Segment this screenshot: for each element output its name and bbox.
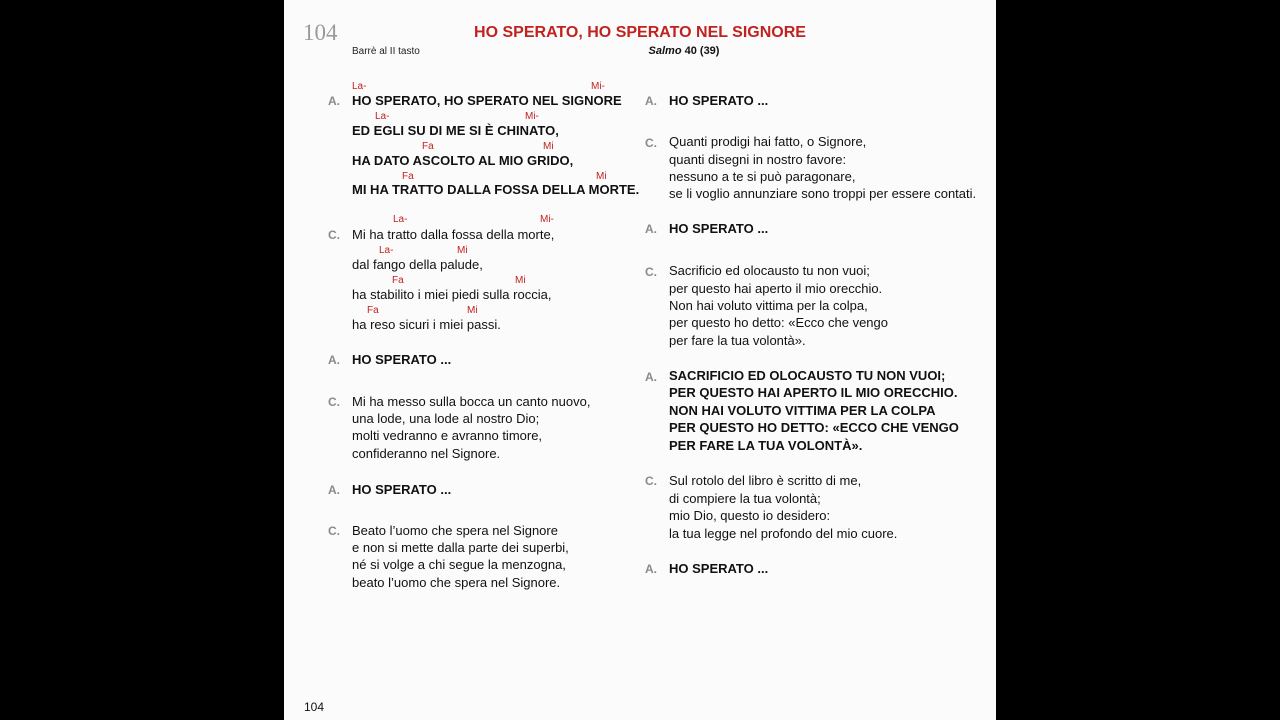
lyric-line: per questo ho detto: «Ecco che vengo: [669, 315, 888, 330]
lyric-line: dal fango della palude,: [352, 257, 483, 272]
lyric-line: Beato l’uomo che spera nel Signore: [352, 523, 558, 538]
lyric-line: HA DATO ASCOLTO AL MIO GRIDO,: [352, 153, 574, 168]
lyric-line: una lode, una lode al nostro Dio;: [352, 411, 540, 426]
chord: Fa: [392, 275, 404, 286]
chord: Mi: [515, 275, 526, 286]
capo-note: Barrè al II tasto: [352, 46, 420, 57]
lyric-line: nessuno a te si può paragonare,: [669, 169, 856, 184]
chord: Mi: [467, 305, 478, 316]
chord: Fa: [422, 141, 434, 152]
page-number-footer: 104: [304, 700, 325, 714]
lyric-line: ha reso sicuri i miei passi.: [352, 317, 501, 332]
lyric-line: PER FARE LA TUA VOLONTÀ».: [669, 438, 863, 453]
lyric-line: e non si mette dalla parte dei superbi,: [352, 540, 569, 555]
lyric-line: se li voglio annunziare sono troppi per essere contati.: [669, 186, 977, 201]
lyric-line: molti vedranno e avranno timore,: [352, 428, 543, 443]
lyric-line: PER QUESTO HAI APERTO IL MIO ORECCHIO.: [669, 385, 958, 400]
lyric-line: confideranno nel Signore.: [352, 446, 501, 461]
lyric-line: Sul rotolo del libro è scritto di me,: [669, 473, 862, 488]
page-number-header: 104: [303, 20, 338, 45]
chord: La-: [375, 111, 390, 122]
refrain-marker: A.: [645, 222, 657, 236]
lyric-line: la tua legge nel profondo del mio cuore.: [669, 526, 898, 541]
lyric-line: NON HAI VOLUTO VITTIMA PER LA COLPA: [669, 403, 936, 418]
lyric-line: per fare la tua volontà».: [669, 333, 806, 348]
lyric-line: Mi ha tratto dalla fossa della morte,: [352, 227, 555, 242]
refrain-marker: A.: [645, 370, 657, 384]
refrain-marker: A.: [645, 94, 657, 108]
lyric-line: HO SPERATO, HO SPERATO NEL SIGNORE: [352, 93, 622, 108]
lyric-line: per questo hai aperto il mio orecchio.: [669, 281, 883, 296]
stanza-marker: C.: [328, 395, 340, 409]
lyric-line: MI HA TRATTO DALLA FOSSA DELLA MORTE.: [352, 182, 640, 197]
psalm-label: Salmo: [648, 45, 682, 57]
chord: Fa: [367, 305, 379, 316]
refrain-line: HO SPERATO ...: [669, 93, 769, 108]
chord: Fa: [402, 171, 414, 182]
chord: Mi-: [525, 111, 539, 122]
stanza-marker: C.: [645, 136, 657, 150]
lyric-line: Quanti prodigi hai fatto, o Signore,: [669, 134, 867, 149]
chord: Mi: [596, 171, 607, 182]
lyric-line: quanti disegni in nostro favore:: [669, 152, 847, 167]
lyric-line: di compiere la tua volontà;: [669, 491, 821, 506]
stanza-marker: A.: [328, 94, 340, 108]
lyric-line: beato l’uomo che spera nel Signore.: [352, 575, 561, 590]
stanza-marker: C.: [328, 228, 340, 242]
lyric-line: Non hai voluto vittima per la colpa,: [669, 298, 868, 313]
refrain-marker: A.: [328, 483, 340, 497]
stanza-marker: C.: [645, 265, 657, 279]
lyric-line: SACRIFICIO ED OLOCAUSTO TU NON VUOI;: [669, 368, 946, 383]
songbook-page: [284, 0, 996, 720]
chord: La-: [393, 214, 408, 225]
lyric-line: ha stabilito i miei piedi sulla roccia,: [352, 287, 552, 302]
lyric-line: ED EGLI SU DI ME SI È CHINATO,: [352, 123, 559, 138]
refrain-marker: A.: [645, 562, 657, 576]
stanza-marker: C.: [328, 524, 340, 538]
refrain-marker: A.: [328, 353, 340, 367]
refrain-line: HO SPERATO ...: [352, 482, 452, 497]
psalm-number: 40 (39): [684, 45, 720, 57]
refrain-line: HO SPERATO ...: [352, 352, 452, 367]
lyric-line: Sacrificio ed olocausto tu non vuoi;: [669, 263, 870, 278]
chord: La-: [352, 81, 367, 92]
chord: Mi-: [591, 81, 605, 92]
lyric-line: né si volge a chi segue la menzogna,: [352, 557, 566, 572]
lyric-line: Mi ha messo sulla bocca un canto nuovo,: [352, 394, 591, 409]
song-title: HO SPERATO, HO SPERATO NEL SIGNORE: [474, 24, 806, 41]
chord: Mi: [543, 141, 554, 152]
stanza-marker: C.: [645, 474, 657, 488]
lyric-line: mio Dio, questo io desidero:: [669, 508, 831, 523]
lyric-line: PER QUESTO HO DETTO: «ECCO CHE VENGO: [669, 420, 959, 435]
chord: Mi: [457, 245, 468, 256]
psalm-reference: [284, 45, 996, 57]
chord: La-: [379, 245, 394, 256]
chord: Mi-: [540, 214, 554, 225]
refrain-line: HO SPERATO ...: [669, 561, 769, 576]
refrain-line: HO SPERATO ...: [669, 221, 769, 236]
